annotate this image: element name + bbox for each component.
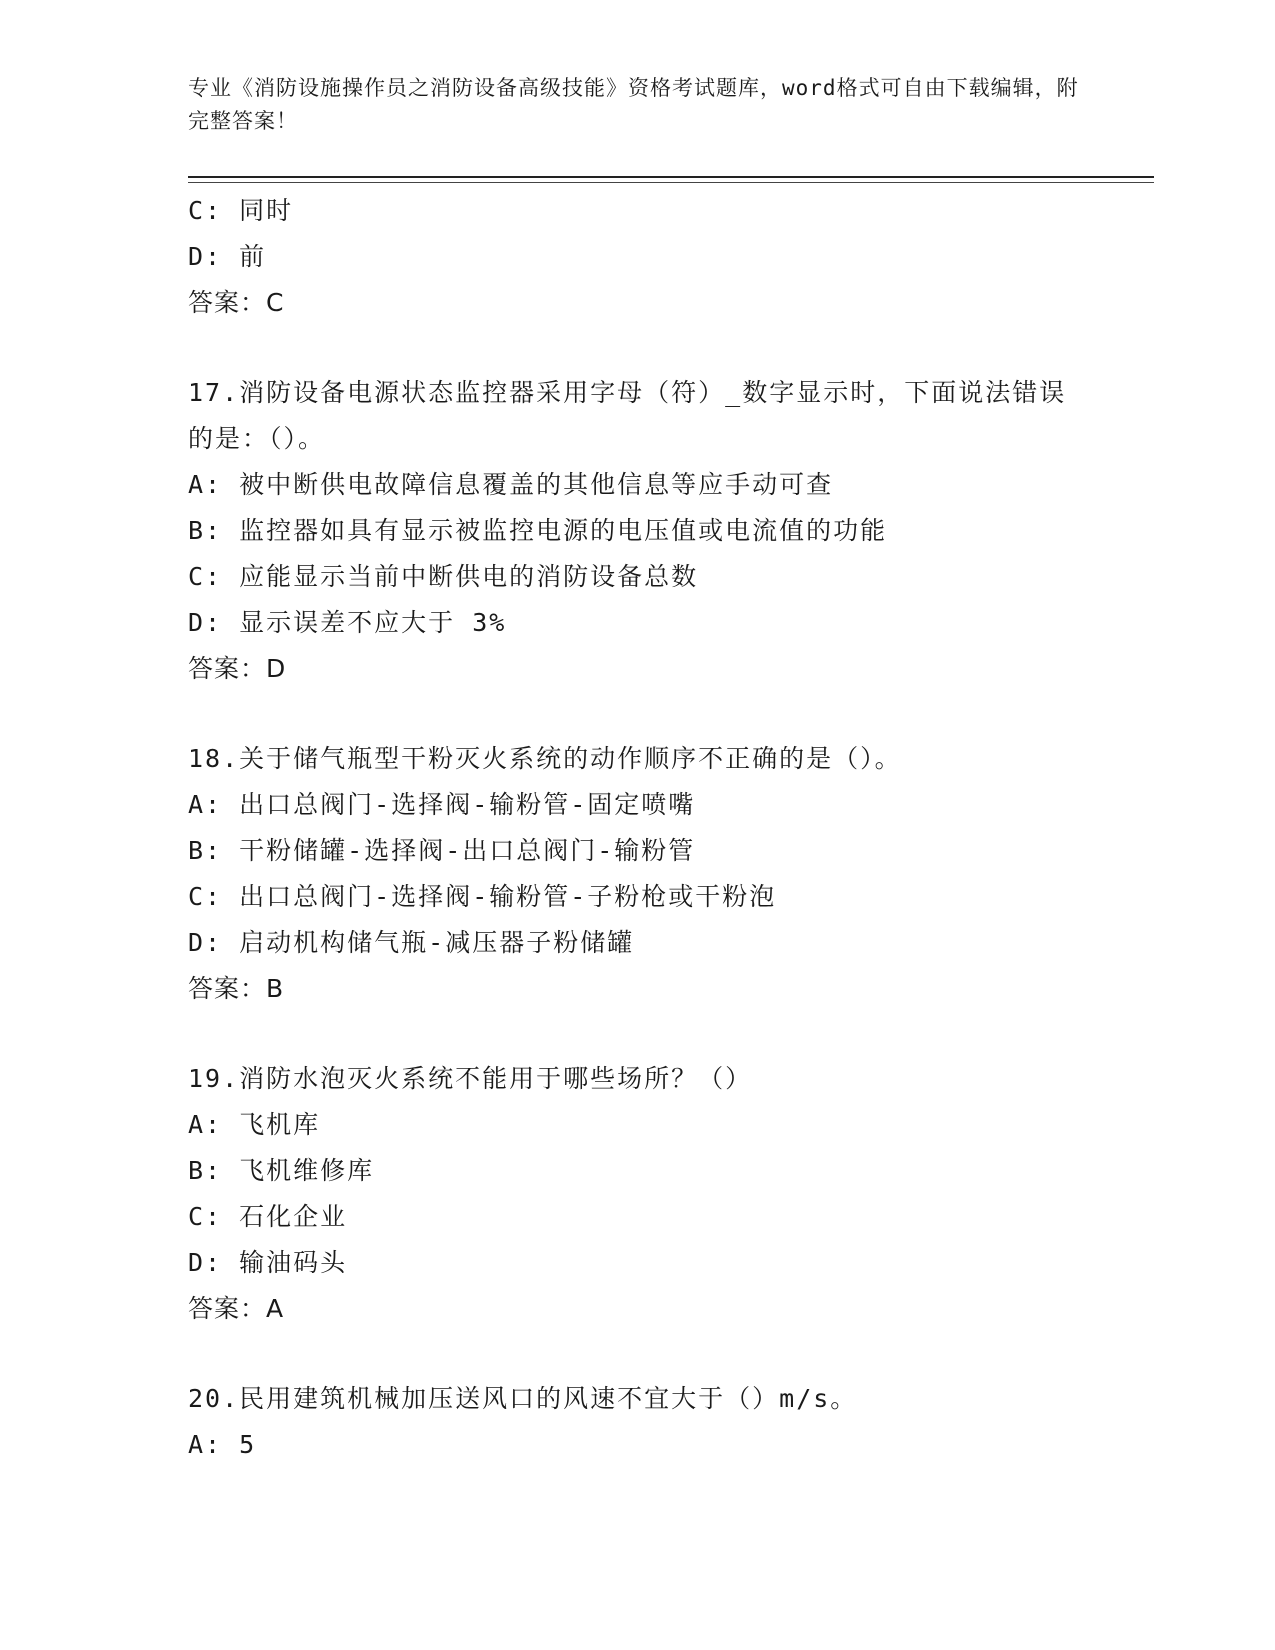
option-d: D: 输油码头 [188, 1248, 348, 1277]
option-c: C: 石化企业 [188, 1202, 348, 1231]
option-a: A: 被中断供电故障信息覆盖的其他信息等应手动可查 [188, 470, 834, 499]
option-a: A: 飞机库 [188, 1110, 321, 1139]
option-d: D: 启动机构储气瓶-减压器子粉储罐 [188, 928, 635, 957]
option-c: C: 应能显示当前中断供电的消防设备总数 [188, 562, 699, 591]
header-divider-thin [188, 182, 1154, 183]
answer-line: 答案：C [188, 288, 285, 317]
option-b: B: 监控器如具有显示被监控电源的电压值或电流值的功能 [188, 516, 888, 545]
question-list [188, 188, 1088, 1468]
answer-line: 答案：A [188, 1294, 285, 1323]
option-a: A: 出口总阀门-选择阀-输粉管-固定喷嘴 [188, 790, 696, 819]
question-stem: 20.民用建筑机械加压送风口的风速不宜大于（）m/s。 [188, 1384, 858, 1413]
option-d: D: 显示误差不应大于 3% [188, 608, 507, 637]
question-stem: 18.关于储气瓶型干粉灭火系统的动作顺序不正确的是（）。 [188, 744, 902, 773]
question-20 [188, 1376, 1088, 1468]
header-divider-thick [188, 176, 1154, 178]
answer-line: 答案：D [188, 654, 287, 683]
spacer [188, 1332, 1088, 1376]
document-header: 专业《消防设施操作员之消防设备高级技能》资格考试题库，word格式可自由下载编辑，附完整答案！ [188, 76, 1079, 133]
spacer [188, 692, 1088, 736]
option-c: C: 出口总阀门-选择阀-输粉管-子粉枪或干粉泡 [188, 882, 777, 911]
question-stem: 19.消防水泡灭火系统不能用于哪些场所？（） [188, 1064, 753, 1093]
question-17 [188, 370, 1088, 692]
spacer [188, 1012, 1088, 1056]
question-18 [188, 736, 1088, 1012]
option-d: D: 前 [188, 242, 267, 271]
answer-line: 答案：B [188, 974, 285, 1003]
question-16-fragment [188, 188, 1088, 326]
option-a: A: 5 [188, 1430, 257, 1459]
question-19 [188, 1056, 1088, 1332]
option-b: B: 干粉储罐-选择阀-出口总阀门-输粉管 [188, 836, 696, 865]
question-stem: 17.消防设备电源状态监控器采用字母（符）_数字显示时，下面说法错误的是：（）。 [188, 378, 1067, 453]
option-c: C: 同时 [188, 196, 294, 225]
option-b: B: 飞机维修库 [188, 1156, 375, 1185]
spacer [188, 326, 1088, 370]
